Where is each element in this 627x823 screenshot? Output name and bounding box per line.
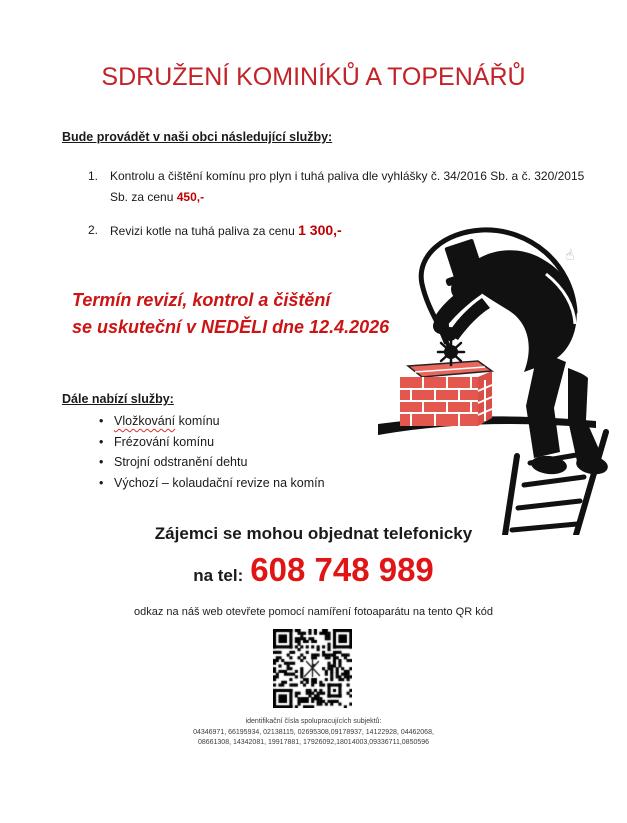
service-price: 450,- — [176, 190, 205, 204]
footer-ids — [0, 717, 627, 749]
page-title: SDRUŽENÍ KOMINÍKŮ A TOPENÁŘŮ — [101, 63, 526, 91]
chimney — [400, 361, 492, 426]
date-notice-line1: Termín revizí, kontrol a čištění — [72, 290, 331, 310]
list-item: • Vložkování komínu — [99, 411, 325, 432]
phone-label: na tel: — [193, 566, 244, 585]
list-item: • Frézování komínu — [99, 432, 325, 453]
more-services-list — [99, 411, 325, 493]
service-item-2 — [88, 220, 593, 242]
leg-back — [568, 368, 602, 466]
service-item-1 — [88, 166, 593, 208]
qr-code — [273, 629, 352, 708]
footer-ids-line1: 04346971, 66195934, 02138115, 02695308,09178937, 14122928, 04462068, — [193, 728, 434, 736]
chimney-sweep-illustration — [378, 222, 627, 535]
hand-cursor-icon: ☝ — [563, 246, 576, 265]
list-item: • Strojní odstranění dehtu — [99, 452, 325, 473]
qr-caption: odkaz na náš web otevřete pomocí namíření fotoaparátu na tento QR kód — [134, 606, 493, 618]
sweep-figure — [433, 236, 609, 477]
chimney-brush — [438, 339, 464, 365]
misspelled-word: Vložkování — [114, 414, 176, 428]
service-text: Revizi kotle na tuhá paliva za cenu — [110, 224, 299, 238]
date-notice-line2: se uskuteční v NEDĚLI dne 12.4.2026 — [72, 317, 390, 337]
service-text: Kontrolu a čištění komínu pro plyn i tuhá paliva dle vyhlášky č. 34/2016 Sb. a č. 320/2015 Sb. za cenu — [110, 169, 585, 204]
footer-ids-line2: 08661308, 14342081, 19917881, 17926092,18014003,09336711,0850596 — [197, 739, 430, 746]
service-price: 1 300,- — [298, 222, 342, 238]
intro-heading: Bude provádět v naši obci následující služby: — [62, 130, 333, 144]
footer-heading: identifikační čísla spolupracujících subjektů: — [245, 718, 382, 725]
service-number: 1. — [88, 169, 99, 183]
more-services-heading: Dále nabízí služby: — [62, 392, 174, 406]
contact-line: Zájemci se mohou objednat telefonicky — [154, 524, 473, 543]
service-number: 2. — [88, 223, 99, 237]
list-item: • Výchozí – kolaudační revize na komín — [99, 473, 325, 494]
phone-number: 608 748 989 — [250, 551, 434, 588]
phone-row — [0, 551, 627, 589]
